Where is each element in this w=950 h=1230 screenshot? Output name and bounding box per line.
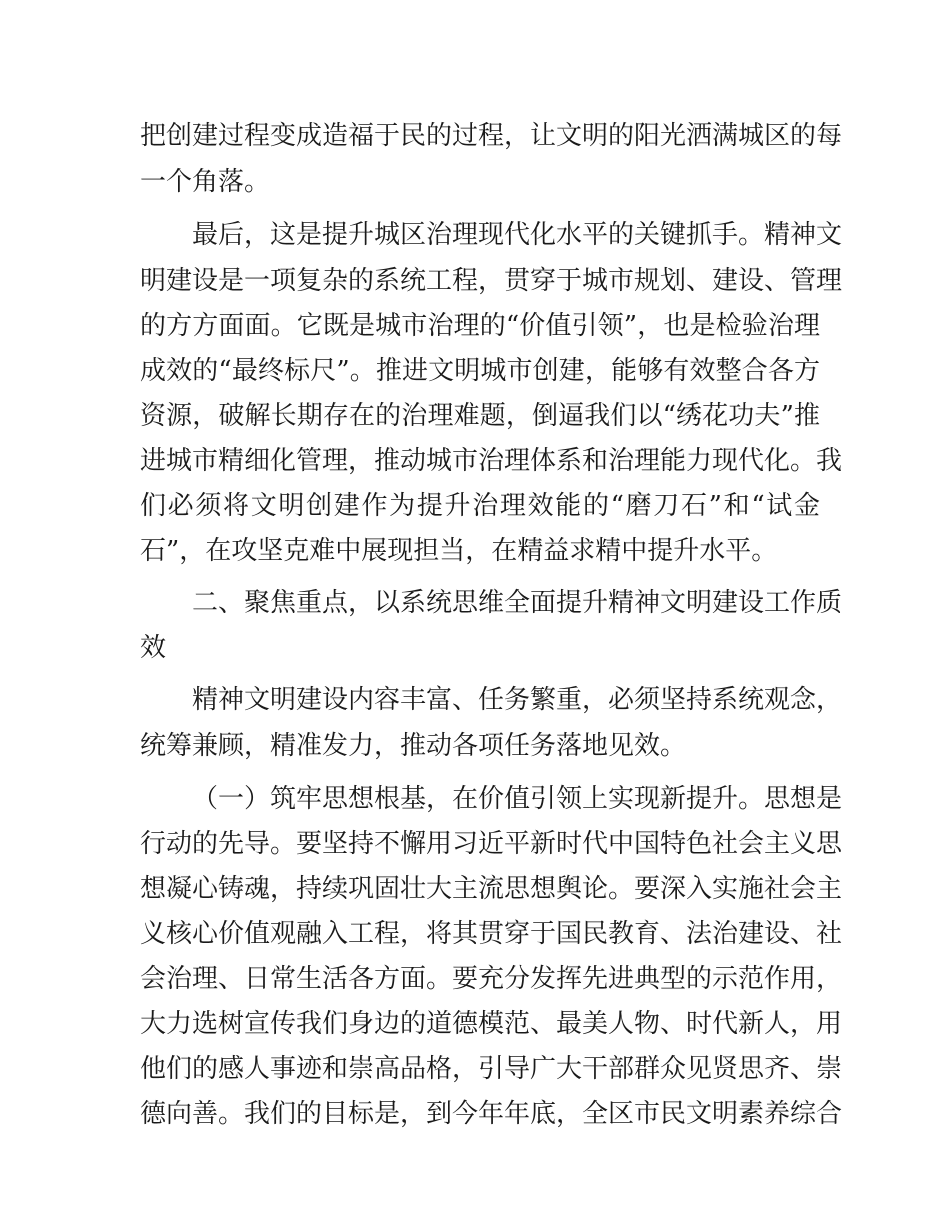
text-line: 明建设是一项复杂的系统工程，贯穿于城市规划、建设、管理 bbox=[140, 266, 843, 296]
text-line: 最后，这是提升城区治理现代化水平的关键抓手。精神文 bbox=[192, 220, 843, 250]
text-line: 德向善。我们的目标是，到今年年底，全区市民文明素养综合 bbox=[140, 1099, 843, 1129]
text-line: 的方方面面。它既是城市治理的“价值引领”，也是检验治理 bbox=[140, 311, 820, 341]
text-line: 精神文明建设内容丰富、任务繁重，必须坚持系统观念， bbox=[192, 685, 843, 715]
text-line: 他们的感人事迹和崇高品格，引导广大干部群众见贤思齐、崇 bbox=[140, 1054, 843, 1084]
text-line: 资源，破解长期存在的治理难题，倒逼我们以“绣花功夫”推 bbox=[140, 401, 820, 431]
text-line: 想凝心铸魂，持续巩固壮大主流思想舆论。要深入实施社会主 bbox=[140, 874, 843, 904]
text-line: 石”，在攻坚克难中展现担当，在精益求精中提升水平。 bbox=[140, 536, 778, 566]
text-line: 进城市精细化管理，推动城市治理体系和治理能力现代化。我 bbox=[140, 446, 843, 476]
section-heading: 效 bbox=[140, 633, 167, 663]
text-line: 会治理、日常生活各方面。要充分发挥先进典型的示范作用， bbox=[140, 964, 843, 994]
text-line: （一）筑牢思想根基，在价值引领上实现新提升。思想是 bbox=[192, 784, 843, 814]
text-line: 统筹兼顾，精准发力，推动各项任务落地见效。 bbox=[140, 731, 687, 761]
text-line: 们必须将文明创建作为提升治理效能的“磨刀石”和“试金 bbox=[140, 491, 820, 521]
text-line: 成效的“最终标尺”。推进文明城市创建，能够有效整合各方 bbox=[140, 356, 820, 386]
text-line: 一个角落。 bbox=[140, 167, 271, 197]
text-line: 大力选树宣传我们身边的道德模范、最美人物、时代新人，用 bbox=[140, 1009, 843, 1039]
text-line: 行动的先导。要坚持不懈用习近平新时代中国特色社会主义思 bbox=[140, 829, 843, 859]
text-line: 把创建过程变成造福于民的过程，让文明的阳光洒满城区的每 bbox=[140, 121, 843, 151]
section-heading: 二、聚焦重点，以系统思维全面提升精神文明建设工作质 bbox=[192, 588, 843, 618]
text-line: 义核心价值观融入工程，将其贯穿于国民教育、法治建设、社 bbox=[140, 919, 843, 949]
